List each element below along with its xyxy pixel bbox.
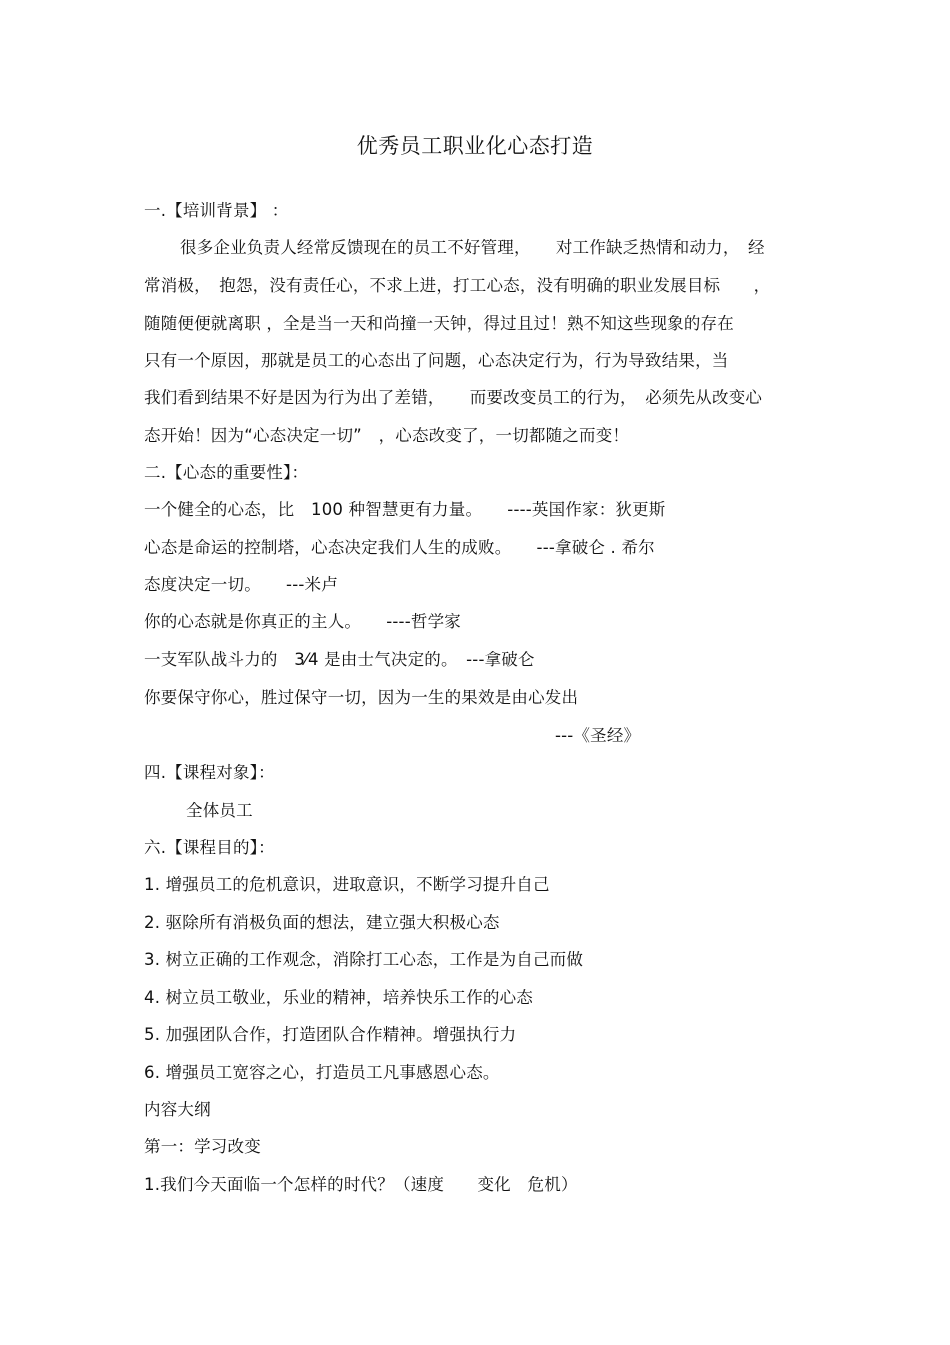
- objective-item: 1. 增强员工的危机意识，进取意识，不断学习提升自己: [144, 875, 550, 894]
- quote-line: 态度决定一切。 ---米卢: [144, 575, 338, 594]
- objective-item: 6. 增强员工宽容之心，打造员工凡事感恩心态。: [144, 1063, 500, 1082]
- quote-attribution: ---《圣经》: [555, 726, 641, 745]
- paragraph-line: 我们看到结果不好是因为行为出了差错， 而要改变员工的行为， 必须先从改变心: [144, 388, 763, 407]
- outline-question: 1.我们今天面临一个怎样的时代？（速度 变化 危机）: [144, 1175, 578, 1194]
- paragraph-line: 随随便便就离职 ，全是当一天和尚撞一天钟，得过且过！熟不知这些现象的存在: [144, 314, 734, 333]
- paragraph-line: 常消极， 抱怨，没有责任心，不求上进，打工心态，没有明确的职业发展目标 ，: [144, 276, 771, 295]
- objective-item: 5. 加强团队合作，打造团队合作精神。增强执行力: [144, 1025, 517, 1044]
- paragraph-line: 只有一个原因，那就是员工的心态出了问题，心态决定行为，行为导致结果，当: [144, 351, 729, 370]
- quote-line: 心态是命运的控制塔，心态决定我们人生的成败。 ---拿破仑 . 希尔: [144, 538, 655, 557]
- section-heading-audience: 四.【课程对象】：: [144, 763, 275, 782]
- quote-line: 你的心态就是你真正的主人。 ----哲学家: [144, 612, 461, 631]
- objective-item: 3. 树立正确的工作观念，消除打工心态，工作是为自己而做: [144, 950, 584, 969]
- audience-text: 全体员工: [186, 801, 253, 820]
- objective-item: 4. 树立员工敬业，乐业的精神，培养快乐工作的心态: [144, 988, 533, 1007]
- quote-line: 一支军队战斗力的 3⁄4 是由士气决定的。 ---拿破仑: [144, 650, 535, 669]
- quote-line: 一个健全的心态，比 100 种智慧更有力量。 ----英国作家：狄更斯: [144, 500, 666, 519]
- section-heading-background: 一.【培训背景】 ：: [144, 201, 289, 220]
- objective-item: 2. 驱除所有消极负面的想法，建立强大积极心态: [144, 913, 500, 932]
- outline-heading: 内容大纲: [144, 1100, 211, 1119]
- quote-line: 你要保守你心，胜过保守一切，因为一生的果效是由心发出: [144, 688, 579, 707]
- section-heading-objectives: 六.【课程目的】：: [144, 838, 275, 857]
- outline-part-heading: 第一：学习改变: [144, 1137, 261, 1156]
- document-title: 优秀员工职业化心态打造: [356, 134, 594, 158]
- paragraph-line: 很多企业负责人经常反馈现在的员工不好管理， 对工作缺乏热情和动力， 经: [180, 238, 765, 257]
- paragraph-line: 态开始！因为“心态决定一切” ，心态改变了，一切都随之而变！: [144, 426, 630, 445]
- section-heading-importance: 二.【心态的重要性】：: [144, 463, 309, 482]
